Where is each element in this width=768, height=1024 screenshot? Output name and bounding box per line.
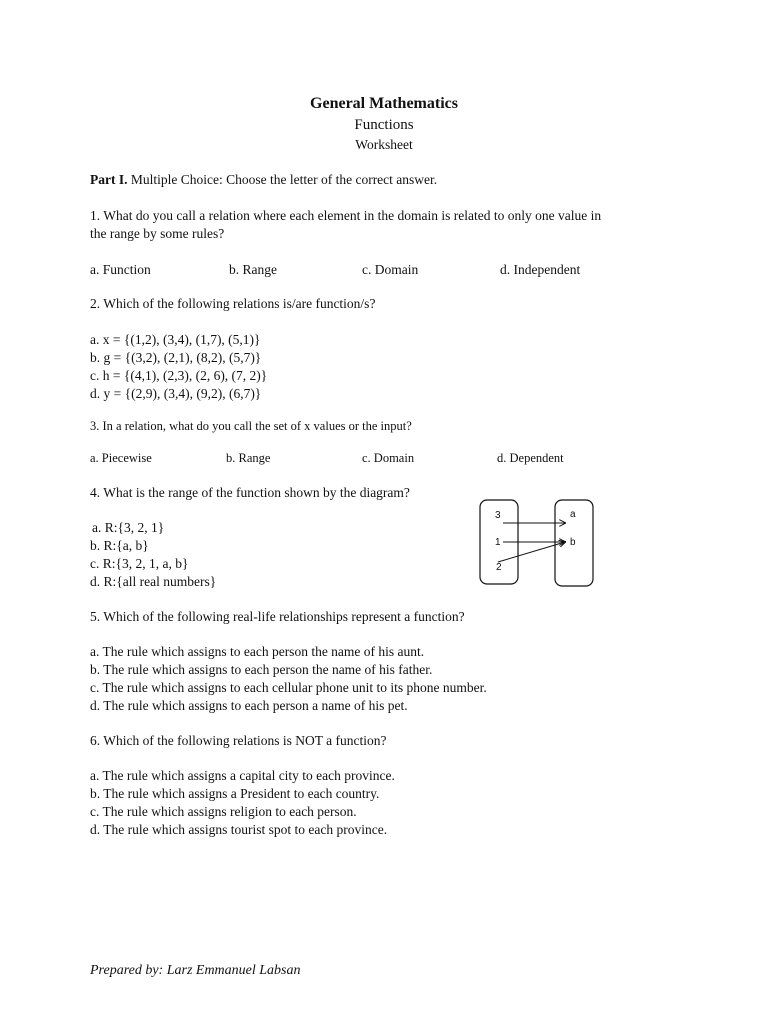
question-4-choice-c: c. R:{3, 2, 1, a, b} bbox=[90, 556, 189, 571]
question-5-choice-c: c. The rule which assigns to each cellular phone unit to its phone number. bbox=[90, 680, 487, 695]
range-element-b: b bbox=[570, 537, 576, 548]
question-1-choice-a: a. Function bbox=[90, 262, 151, 277]
worksheet-subtitle: Functions bbox=[354, 117, 414, 133]
domain-element-3: 3 bbox=[495, 510, 501, 521]
question-3-choice-c: c. Domain bbox=[362, 451, 415, 465]
prepared-by: Prepared by: Larz Emmanuel Labsan bbox=[90, 963, 301, 978]
question-6-choice-d: d. The rule which assigns tourist spot to each province. bbox=[90, 822, 388, 837]
question-6-choice-b: b. The rule which assigns a President to each country. bbox=[90, 786, 380, 801]
mapping-diagram bbox=[478, 498, 598, 590]
question-4-text: 4. What is the range of the function shown by the diagram? bbox=[90, 485, 410, 500]
question-3-choice-b: b. Range bbox=[226, 451, 271, 465]
question-5-choice-b: b. The rule which assigns to each person the name of his father. bbox=[90, 662, 433, 677]
part1-instruction: Multiple Choice: Choose the letter of the correct answer. bbox=[127, 172, 438, 187]
question-5-text: 5. Which of the following real-life relationships represent a function? bbox=[90, 609, 465, 624]
part1-label: Part I. bbox=[90, 172, 128, 187]
question-2-choice-a: a. x = {(1,2), (3,4), (1,7), (5,1)} bbox=[90, 332, 261, 347]
worksheet-title: General Mathematics bbox=[310, 95, 458, 112]
question-4-choice-d: d. R:{all real numbers} bbox=[90, 574, 217, 589]
question-6-choice-c: c. The rule which assigns religion to each person. bbox=[90, 804, 357, 819]
question-1-choice-d: d. Independent bbox=[500, 262, 581, 277]
domain-element-2: 2 bbox=[496, 562, 502, 573]
question-2-choice-d: d. y = {(2,9), (3,4), (9,2), (6,7)} bbox=[90, 386, 262, 401]
question-3-text: 3. In a relation, what do you call the set of x values or the input? bbox=[90, 419, 412, 433]
question-3-choice-a: a. Piecewise bbox=[90, 451, 152, 465]
question-1-choice-b: b. Range bbox=[229, 262, 277, 277]
question-3-choice-d: d. Dependent bbox=[497, 451, 564, 465]
question-1-choice-c: c. Domain bbox=[362, 262, 419, 277]
question-4-choice-b: b. R:{a, b} bbox=[90, 538, 149, 553]
domain-element-1: 1 bbox=[495, 537, 501, 548]
question-6-choice-a: a. The rule which assigns a capital city to each province. bbox=[90, 768, 395, 783]
part1-heading bbox=[90, 171, 437, 188]
worksheet-type: Worksheet bbox=[355, 137, 413, 152]
question-5-choice-a: a. The rule which assigns to each person the name of his aunt. bbox=[90, 644, 425, 659]
question-4-choice-a: a. R:{3, 2, 1} bbox=[92, 520, 165, 535]
range-element-a: a bbox=[570, 509, 576, 520]
question-2-choice-c: c. h = {(4,1), (2,3), (2, 6), (7, 2)} bbox=[90, 368, 268, 383]
question-1-line-1: 1. What do you call a relation where each element in the domain is related to only one value in bbox=[90, 208, 602, 223]
question-1-line-2: the range by some rules? bbox=[90, 226, 225, 241]
question-5-choice-d: d. The rule which assigns to each person a name of his pet. bbox=[90, 698, 408, 713]
question-6-text: 6. Which of the following relations is NOT a function? bbox=[90, 733, 387, 748]
question-2-choice-b: b. g = {(3,2), (2,1), (8,2), (5,7)} bbox=[90, 350, 262, 365]
question-2-text: 2. Which of the following relations is/are function/s? bbox=[90, 296, 376, 311]
